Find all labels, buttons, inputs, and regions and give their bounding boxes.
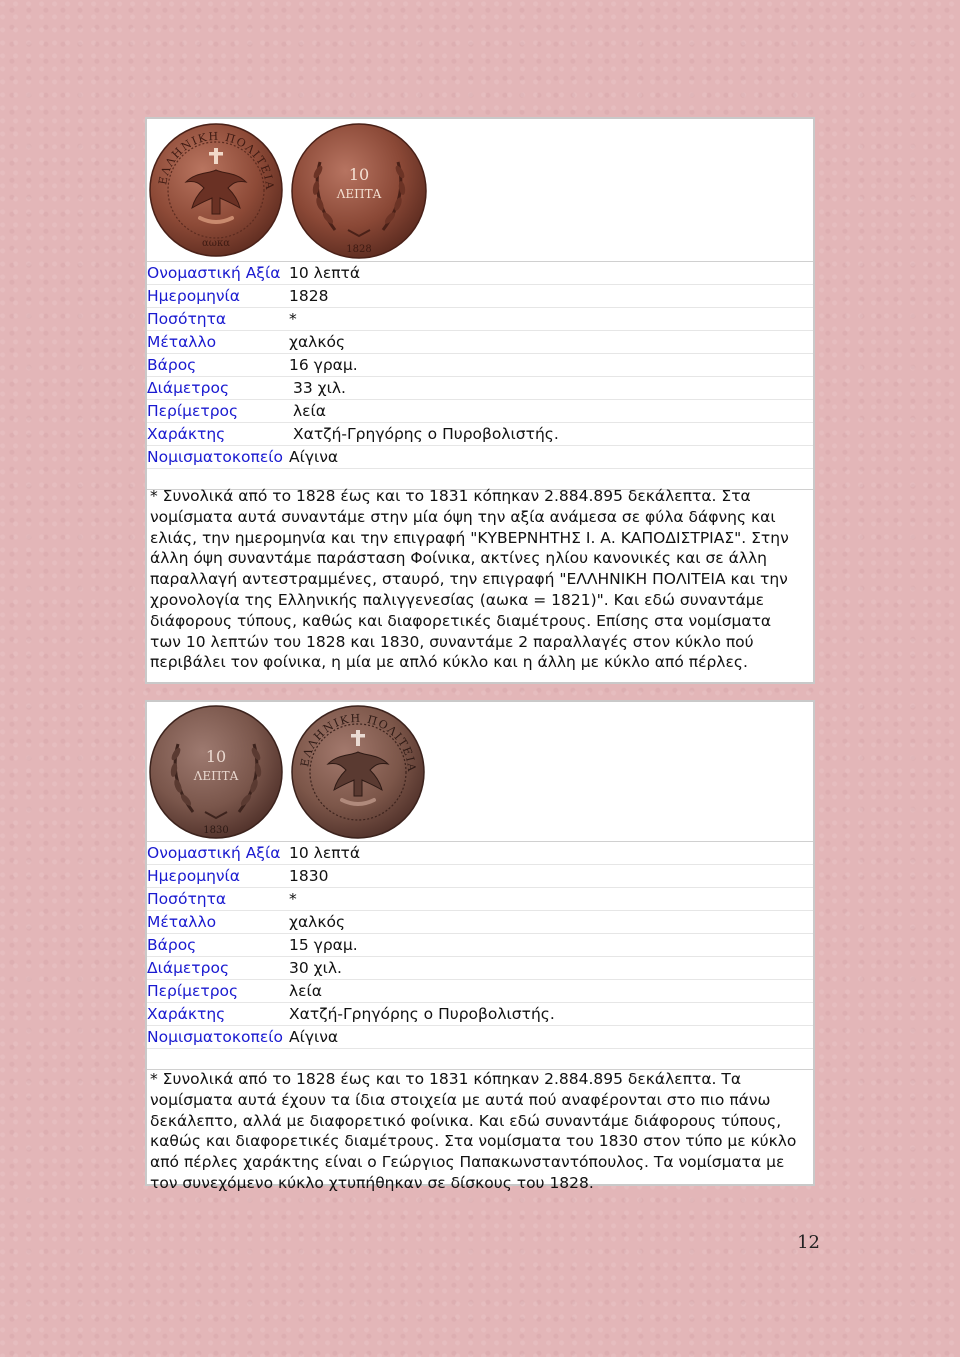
coin-photo-cell (147, 119, 813, 262)
detail-label: Ποσότητα (147, 310, 227, 328)
detail-label: Μέταλλο (147, 913, 217, 931)
coin-date: 1830 (203, 825, 229, 836)
detail-value: χαλκός (289, 333, 346, 351)
coin-obverse-phoenix-image (148, 122, 284, 258)
detail-value: 10 λεπτά (289, 264, 361, 282)
table-divider (147, 1049, 813, 1070)
detail-label: Μέταλλο (147, 333, 217, 351)
detail-value: Χατζή-Γρηγόρης ο Πυροβολιστής. (293, 425, 559, 443)
detail-row-weight (147, 354, 813, 377)
detail-row-weight (147, 934, 813, 957)
detail-value: Χατζή-Γρηγόρης ο Πυροβολιστής. (289, 1005, 555, 1023)
detail-label: Χαράκτης (147, 425, 226, 443)
coin-inscription: ΕΛΛΗΝΙΚΗ ΠΟΛΙΤΕΙΑ (156, 129, 277, 192)
detail-value: λεία (289, 982, 323, 1000)
coin-reverse-wreath-image (290, 122, 428, 260)
coin-details-table (147, 842, 813, 1070)
detail-value: 33 χιλ. (293, 379, 346, 397)
coin-note-paragraph: * Συνολικά από το 1828 έως και το 1831 κόπηκαν 2.884.895 δεκάλεπτα. Στα νομίσματα αυτά συναντάμε στην μία όψη την αξία ανάμεσα σε φύλα δάφνης και ελιάς, την ημερομηνία και την επιγραφή "ΚΥΒΕΡΝΗΤΗΣ Ι. Α. ΚΑΠΟΔΙΣΤΡΙΑΣ". Στην άλλη όψη συναντάμε παράσταση Φοίνικα, ακτίνες ηλίου κανονικές και σε άλλη παραλλαγή αντεστραμμένες, σταυρό, την επιγραφή "ΕΛΛΗΝΙΚΗ ΠΟΛΙΤΕΙΑ και την χρονολογία της Ελληνικής παλιγγενεσίας (αωκα = 1821)". Και εδώ συναντάμε διάφορους τύπους, καθώς και διαφορετικές διαμέτρους. Επίσης στα νομίσματα των 10 λεπτών του 1828 και 1830, συναντάμε 2 παραλλαγές στον κύκλο πού περιβάλει τον φοίνικα, η μία με απλό κύκλο και η άλλη με κύκλο από πέρλες. (150, 487, 789, 672)
detail-label: Περίμετρος (147, 402, 239, 420)
coin-date-greek: αωκα (202, 238, 230, 249)
detail-row-engraver (147, 1003, 813, 1026)
detail-label: Βάρος (147, 936, 197, 954)
detail-value: Αίγινα (289, 1028, 339, 1046)
detail-row-denomination (147, 262, 813, 285)
coin-obverse-phoenix-image (289, 704, 427, 840)
coin-entry-1830 (145, 700, 815, 1192)
detail-label: Περίμετρος (147, 982, 239, 1000)
detail-value: * (289, 310, 297, 328)
detail-row-date (147, 285, 813, 308)
coin-value-number: 10 (205, 747, 227, 766)
detail-value: 30 χιλ. (289, 959, 342, 977)
detail-row-edge (147, 400, 813, 423)
detail-value: 1828 (289, 287, 329, 305)
coin-value-number: 10 (348, 165, 370, 184)
coin-reverse-wreath-image (148, 704, 285, 840)
detail-row-metal (147, 331, 813, 354)
detail-value: χαλκός (289, 913, 346, 931)
detail-row-quantity (147, 308, 813, 331)
coin-value-unit: ΛΕΠΤΑ (193, 769, 239, 783)
detail-row-metal (147, 911, 813, 934)
detail-row-mint (147, 446, 813, 469)
detail-value: 1830 (289, 867, 329, 885)
detail-row-date (147, 865, 813, 888)
detail-row-engraver (147, 423, 813, 446)
detail-value: 10 λεπτά (289, 844, 361, 862)
detail-label: Ονομαστική Αξία (147, 844, 281, 862)
detail-row-edge (147, 980, 813, 1003)
coin-note-paragraph: * Συνολικά από το 1828 έως και το 1831 κόπηκαν 2.884.895 δεκάλεπτα. Τα νομίσματα αυτά έχουν τα ίδια στοιχεία με αυτά πού αναφέρονται στο πιο πάνω δεκάλεπτο, αλλά με διαφορετικό φοίνικα. Και εδώ συναντάμε διάφορους τύπους, καθώς και διαφορετικές διαμέτρους. Στα νομίσματα του 1830 στον τύπο με κύκλο από πέρλες χαράκτης είναι ο Γεώργιος Παπακωνσταντόπουλος. Τα νομίσματα με τον συνεχόμενο κύκλο χτυπήθηκαν σε δίσκους του 1828. (150, 1070, 797, 1192)
detail-label: Ποσότητα (147, 890, 227, 908)
detail-label: Ημερομηνία (147, 867, 241, 885)
detail-value: Αίγινα (289, 448, 339, 466)
page-number: 12 (797, 1232, 820, 1253)
detail-row-mint (147, 1026, 813, 1049)
detail-label: Νομισματοκοπείο (147, 448, 283, 466)
coin-entry-1828 (145, 117, 815, 684)
detail-value: 16 γραμ. (289, 356, 358, 374)
detail-label: Ονομαστική Αξία (147, 264, 281, 282)
detail-label: Νομισματοκοπείο (147, 1028, 283, 1046)
detail-value: λεία (293, 402, 327, 420)
detail-value: * (289, 890, 297, 908)
detail-label: Χαράκτης (147, 1005, 226, 1023)
coin-photo-cell (147, 702, 813, 842)
detail-value: 15 γραμ. (289, 936, 358, 954)
detail-row-diameter (147, 957, 813, 980)
detail-row-quantity (147, 888, 813, 911)
detail-row-diameter (147, 377, 813, 400)
detail-label: Βάρος (147, 356, 197, 374)
coin-details-table (147, 262, 813, 490)
coin-date: 1828 (346, 244, 372, 255)
detail-label: Διάμετρος (147, 959, 230, 977)
detail-row-denomination (147, 842, 813, 865)
coin-inscription: ΕΛΛΗΝΙΚΗ ΠΟΛΙΤΕΙΑ (298, 711, 419, 774)
coin-value-unit: ΛΕΠΤΑ (336, 187, 382, 201)
detail-label: Ημερομηνία (147, 287, 241, 305)
detail-label: Διάμετρος (147, 379, 230, 397)
